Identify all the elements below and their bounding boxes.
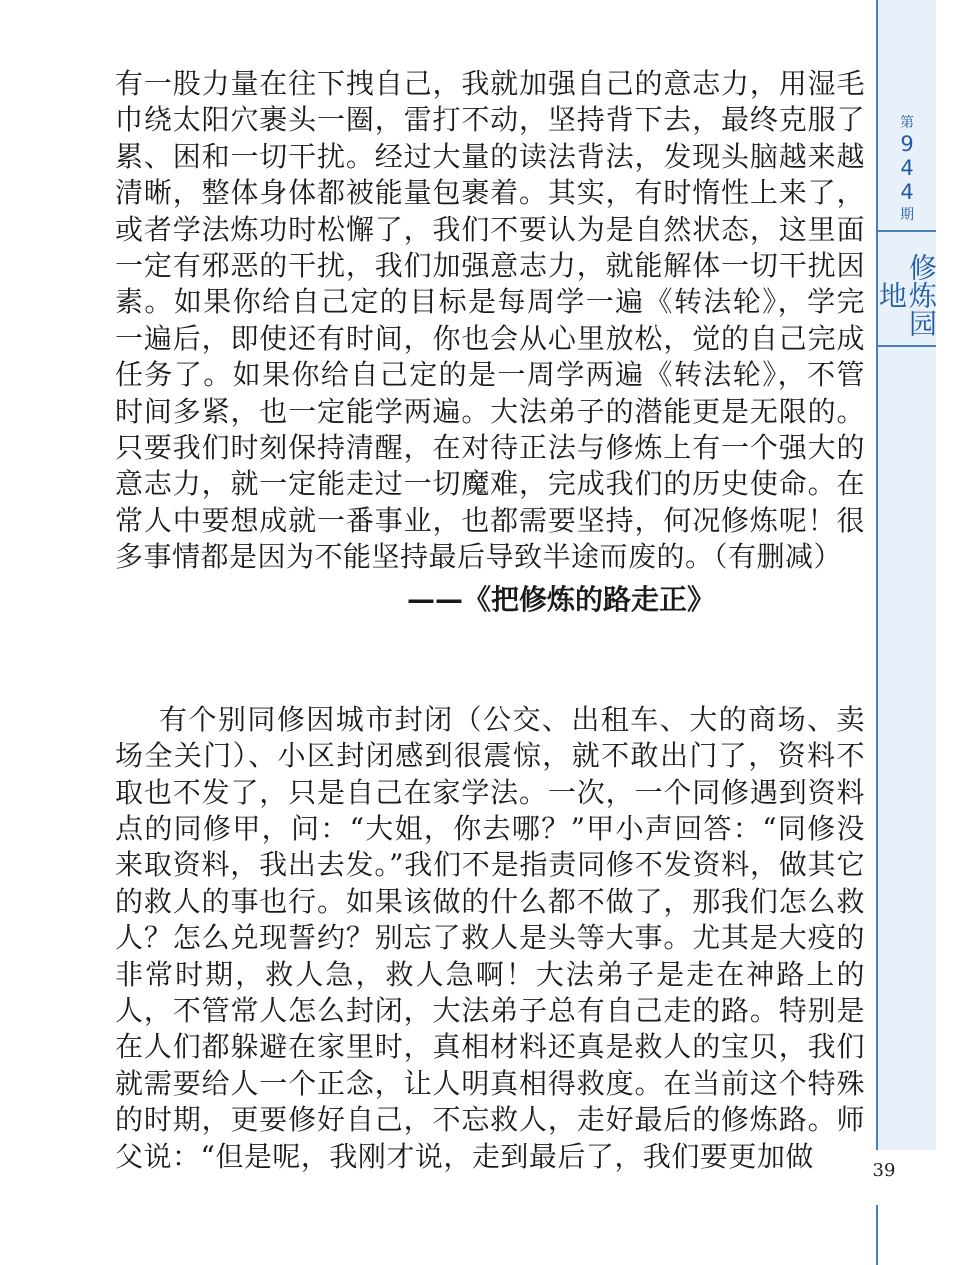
paragraph-2: 有个别同修因城市封闭（公交、出租车、大的商场、卖场全关门）、小区封闭感到很震惊，就不敢出门了，资料不取也不发了，只是自己在家学法。一次，一个同修遇到资料点的同修甲，问：“大姐，你去哪？”甲小声回答：“同修没来取资料，我出去发。”我们不是指责同修不发资料，做其它的救人的事也行。如果该做的什么都不做了，那我们怎么救人？怎么兑现誓约？别忘了救人是头等大事。尤其是大疫的非常时期，救人急，救人急啊！大法弟子是走在神路上的人，不管常人怎么封闭，大法弟子总有自己走的路。特别是在人们都躲避在家里时，真相材料还真是救人的宝贝，我们就需要给人一个正念，让人明真相得救度。在当前这个特殊的时期，更要修好自己，不忘救人，走好最后的修炼路。师父说：“但是呢，我刚才说，走到最后了，我们要更加做	[115, 702, 865, 1173]
issue-prefix: 第	[900, 115, 914, 131]
issue-label	[878, 106, 936, 228]
issue-number: 944	[895, 132, 919, 204]
issue-suffix: 期	[900, 207, 914, 223]
paragraph-gap	[115, 620, 865, 702]
page-number: 39	[872, 1160, 896, 1181]
article-body	[115, 66, 865, 1175]
source-citation: ——《把修炼的路走正》	[406, 582, 715, 616]
footer-divider	[876, 1205, 878, 1265]
sidebar-rule-upper	[876, 230, 936, 232]
column-title: 修炼园地	[875, 253, 938, 337]
sidebar-rule-lower	[876, 345, 936, 347]
paragraph-1: 有一股力量在往下拽自己，我就加强自己的意志力，用湿毛巾绕太阳穴裹头一圈，雷打不动，坚持背下去，最终克服了累、困和一切干扰。经过大量的读法背法，发现头脑越来越清晰，整体身体都被能量包裹着。其实，有时惰性上来了，或者学法炼功时松懈了，我们不要认为是自然状态，这里面一定有邪恶的干扰，我们加强意志力，就能解体一切干扰因素。如果你给自己定的目标是每周学一遍《转法轮》，学完一遍后，即使还有时间，你也会从心里放松，觉的自己完成任务了。如果你给自己定的是一周学两遍《转法轮》，不管时间多紧，也一定能学两遍。大法弟子的潜能更是无限的。只要我们时刻保持清醒，在对待正法与修炼上有一个强大的意志力，就一定能走过一切魔难，完成我们的历史使命。在常人中要想成就一番事业，也都需要坚持，何况修炼呢！很多事情都是因为不能坚持最后导致半途而废的。（有删减）	[115, 67, 865, 574]
